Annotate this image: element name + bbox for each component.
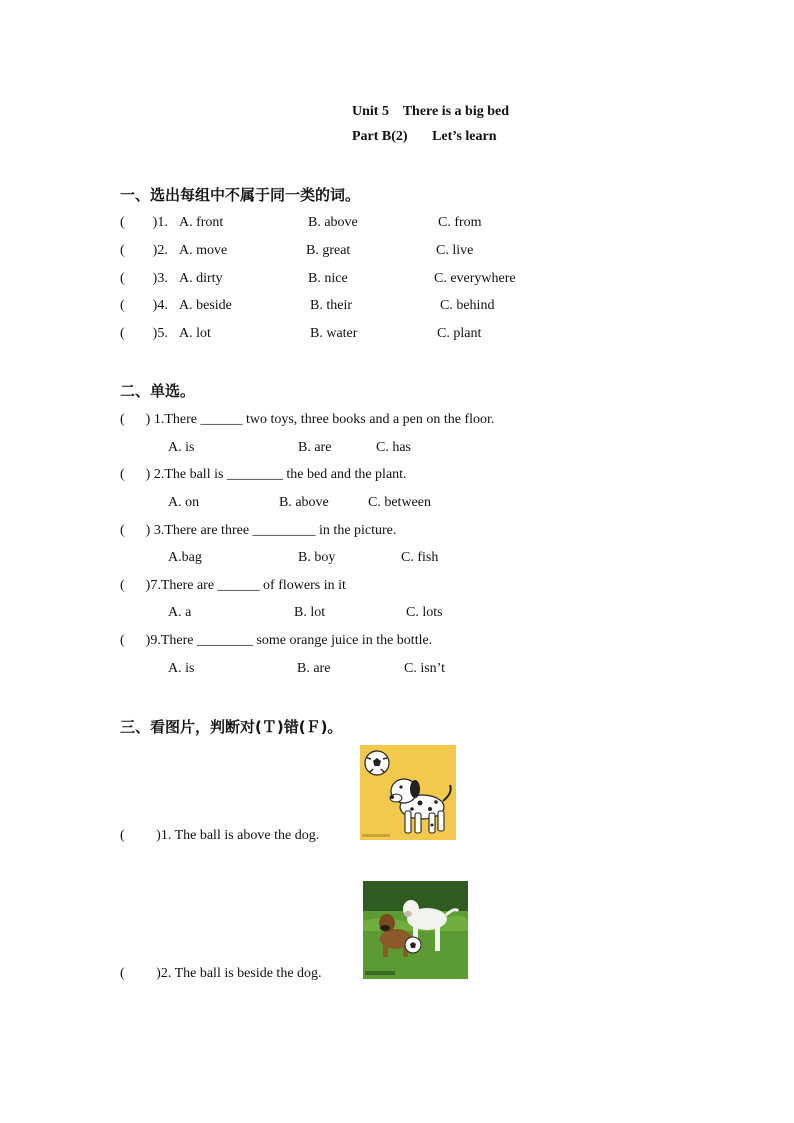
section2-question: [0, 467, 794, 487]
statement-text: ( )1. The ball is above the dog.: [120, 828, 320, 843]
option-a: A. on: [168, 495, 200, 510]
option-c: C. behind: [440, 298, 495, 313]
option-a: A. is: [168, 661, 195, 676]
option-c: C. live: [436, 243, 474, 258]
section3-item: [0, 966, 794, 986]
option-a: A. lot: [179, 326, 211, 341]
option-c: C. has: [376, 440, 411, 455]
item-number: ( )5.: [120, 326, 168, 341]
option-c: C. from: [438, 215, 482, 230]
item-number: ( )3.: [120, 271, 168, 286]
option-a: A. a: [168, 605, 192, 620]
section1-item: [0, 326, 794, 346]
option-b: B. nice: [308, 271, 348, 286]
dalmatian-ball-illustration: [360, 745, 456, 840]
section2-question: [0, 633, 794, 653]
option-b: B. are: [297, 661, 331, 676]
option-b: B. above: [279, 495, 329, 510]
question-text: ( ) 2.The ball is ________ the bed and the plant.: [120, 467, 407, 482]
section2-options: [0, 495, 794, 515]
option-a: A. move: [179, 243, 228, 258]
statement-text: ( )2. The ball is beside the dog.: [120, 966, 322, 981]
item-number: ( )4.: [120, 298, 168, 313]
option-a: A. front: [179, 215, 224, 230]
section2-question: [0, 412, 794, 432]
section1-item: [0, 271, 794, 291]
section2-question: [0, 523, 794, 543]
section1-item: [0, 215, 794, 235]
option-b: B. great: [306, 243, 351, 258]
option-b: B. boy: [298, 550, 336, 565]
section2-options: [0, 440, 794, 460]
section2-question: [0, 578, 794, 598]
section1-heading: 一、选出每组中不属于同一类的词。: [120, 186, 361, 204]
option-b: B. are: [298, 440, 332, 455]
dogs-grass-photo: [363, 881, 468, 979]
section2-options: [0, 661, 794, 681]
page-title: Unit 5 There is a big bed: [352, 104, 510, 119]
option-c: C. fish: [401, 550, 439, 565]
section3-item: [0, 828, 794, 848]
question-text: ( ) 1.There ______ two toys, three books and a pen on the floor.: [120, 412, 495, 427]
option-a: A. is: [168, 440, 195, 455]
section2-options: [0, 550, 794, 570]
option-c: C. plant: [437, 326, 482, 341]
page-subtitle: Part B(2) Let’s learn: [352, 129, 497, 144]
option-b: B. their: [310, 298, 352, 313]
dog-icon: [360, 745, 456, 840]
option-c: C. everywhere: [434, 271, 516, 286]
option-a: A.bag: [168, 550, 202, 565]
option-a: A. beside: [179, 298, 232, 313]
dog-photo-icon: [363, 881, 468, 979]
question-text: ( ) 3.There are three _________ in the picture.: [120, 523, 397, 538]
question-text: ( )7.There are ______ of flowers in it: [120, 578, 346, 593]
option-c: C. between: [368, 495, 431, 510]
item-number: ( )1.: [120, 215, 168, 230]
section1-item: [0, 243, 794, 263]
option-a: A. dirty: [179, 271, 223, 286]
option-b: B. above: [308, 215, 358, 230]
section2-heading: 二、单选。: [120, 382, 196, 400]
section2-options: [0, 605, 794, 625]
option-b: B. lot: [294, 605, 326, 620]
option-b: B. water: [310, 326, 358, 341]
question-text: ( )9.There ________ some orange juice in the bottle.: [120, 633, 433, 648]
section1-item: [0, 298, 794, 318]
option-c: C. lots: [406, 605, 443, 620]
section3-heading: 三、看图片，判断对(Ｔ)错(Ｆ)。: [120, 718, 343, 736]
item-number: ( )2.: [120, 243, 168, 258]
option-c: C. isn’t: [404, 661, 445, 676]
